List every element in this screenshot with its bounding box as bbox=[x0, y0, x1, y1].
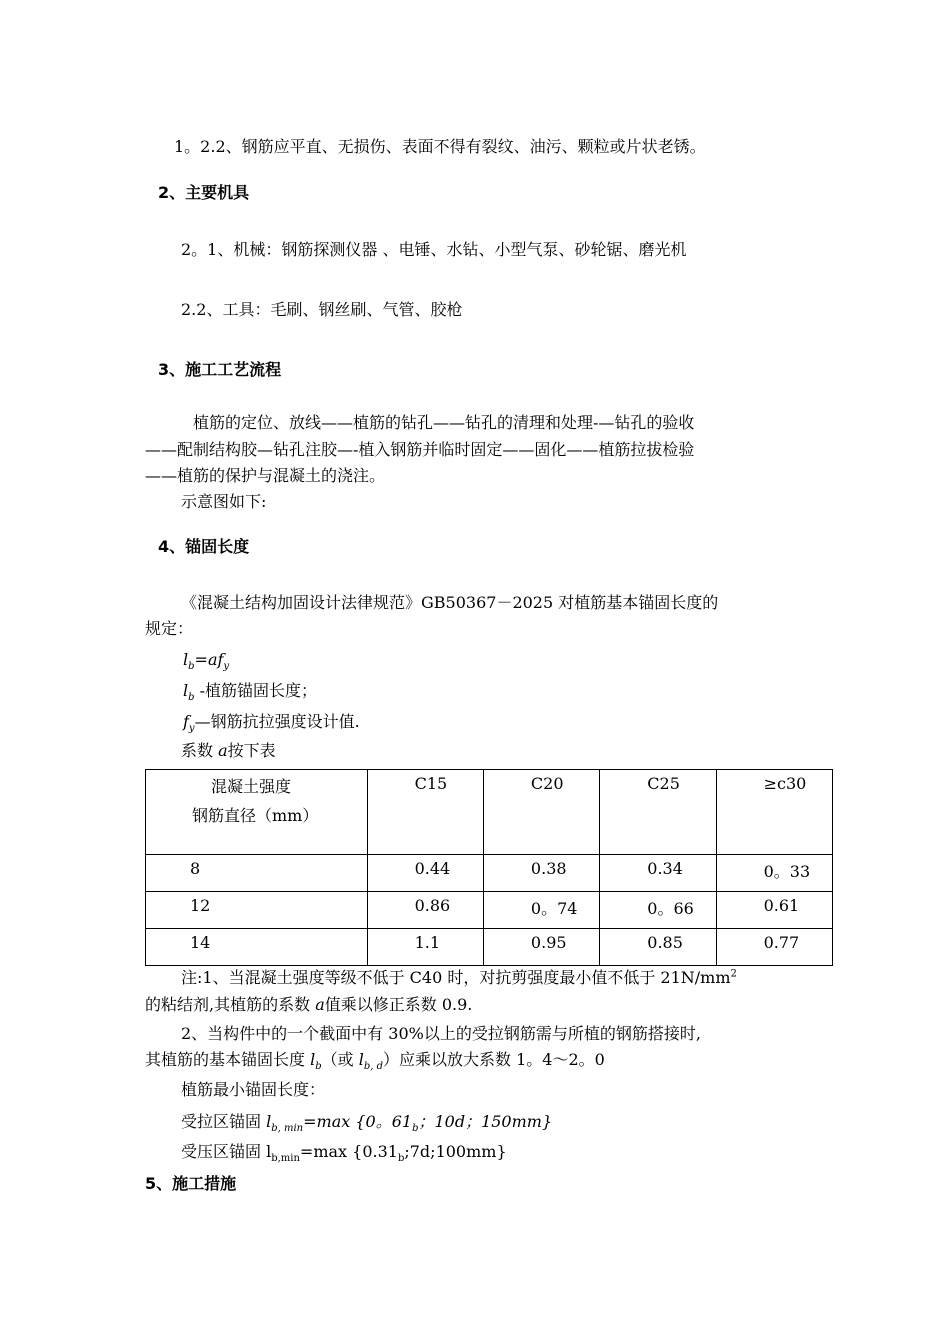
spec-reference-line-2: 规定： bbox=[145, 619, 194, 638]
note-2-line-2 bbox=[145, 1050, 605, 1073]
compression-post: ;7d;100mm} bbox=[404, 1142, 507, 1161]
process-flow-line-1: 植筋的定位、放线——植筋的钻孔——钻孔的清理和处理-—钻孔的验收 bbox=[193, 413, 695, 432]
note-1b-symbol: a bbox=[315, 995, 325, 1014]
paragraph-2-2-tools: 2.2、工具：毛刷、钢丝刷、气管、胶枪 bbox=[181, 300, 463, 319]
cell-value: 0。66 bbox=[647, 899, 694, 918]
cell-value: 0。74 bbox=[530, 899, 578, 918]
def-fy-text: —钢筋抗拉强度设计值. bbox=[194, 712, 360, 731]
table-header-row bbox=[146, 770, 833, 855]
paragraph-1-2-2: 1。2.2、钢筋应平直、无损伤、表面不得有裂纹、油污、颗粒或片状老锈。 bbox=[174, 137, 706, 156]
row-diameter bbox=[146, 855, 368, 892]
def-f: f bbox=[183, 712, 189, 731]
note-1-sup: 2 bbox=[730, 968, 737, 980]
heading-anchorage-length: 4、锚固长度 bbox=[158, 537, 250, 556]
tension-mid: =max {0。61 bbox=[303, 1112, 413, 1131]
diagram-caption: 示意图如下: bbox=[181, 492, 267, 511]
definition-fy bbox=[183, 712, 360, 735]
table-cell bbox=[483, 855, 599, 892]
compression-mid: =max {0.31 bbox=[299, 1142, 398, 1161]
table-cell bbox=[483, 929, 599, 966]
paragraph-2-1-machinery: 2。1、机械：钢筋探测仪器 、电锤、水钻、小型气泵、砂轮锯、磨光机 bbox=[181, 240, 687, 259]
table-col-header bbox=[483, 770, 599, 855]
compression-sub: b,min bbox=[271, 1153, 300, 1165]
cell-value: 0.34 bbox=[647, 859, 683, 878]
cell-value: 0。33 bbox=[763, 862, 811, 881]
formula-f-sub: y bbox=[223, 661, 230, 673]
formula-mid: =af bbox=[194, 650, 224, 669]
table-cell bbox=[600, 855, 716, 892]
process-flow-line-3: ——植筋的保护与混凝土的浇注。 bbox=[145, 466, 386, 485]
note-1b-post: 值乘以修正系数 0.9. bbox=[324, 995, 473, 1014]
col-header-c15: C15 bbox=[414, 774, 448, 793]
formula-l-sub: b bbox=[188, 661, 195, 673]
def-l-sub: b bbox=[188, 692, 195, 704]
col-header-c30: ≥c30 bbox=[763, 774, 807, 793]
cell-value: 0.61 bbox=[763, 896, 800, 915]
definition-lb bbox=[183, 681, 318, 704]
cell-value: 0.44 bbox=[414, 859, 451, 878]
table-cell bbox=[483, 892, 599, 929]
col-header-c25: C25 bbox=[647, 774, 680, 793]
note-2b-mid: （或 bbox=[321, 1050, 359, 1069]
table-cell bbox=[367, 855, 483, 892]
note-2b-l2sub: b, d bbox=[363, 1061, 384, 1073]
coef-symbol: a bbox=[218, 741, 228, 760]
header-concrete-strength: 混凝土强度 bbox=[211, 777, 292, 796]
cell-value: 1.1 bbox=[414, 933, 441, 952]
cell-value: 0.85 bbox=[647, 933, 683, 952]
def-lb-text: -植筋锚固长度； bbox=[194, 681, 318, 700]
table-cell bbox=[600, 892, 716, 929]
note-2b-l2: l bbox=[358, 1050, 364, 1069]
note-2-line-1: 2、当构件中的一个截面中有 30%以上的受拉钢筋需与所植的钢筋搭接时, bbox=[181, 1024, 701, 1043]
table-cell bbox=[367, 892, 483, 929]
compression-pre: 受压区锚固 l bbox=[181, 1142, 272, 1161]
tension-l: l bbox=[266, 1112, 272, 1131]
col-header-c20: C20 bbox=[530, 774, 564, 793]
table-cell bbox=[600, 929, 716, 966]
note-1-text: 注:1、当混凝土强度等级不低于 C40 时，对抗剪强度最小值不低于 21N/mm bbox=[181, 968, 731, 987]
cell-value: 0.95 bbox=[530, 933, 567, 952]
formula-anchorage bbox=[183, 650, 230, 673]
table-cell bbox=[367, 929, 483, 966]
heading-construction-measures: 5、施工措施 bbox=[145, 1174, 237, 1193]
table-cell bbox=[716, 929, 832, 966]
note-1b-pre: 的粘结剂,其植筋的系数 bbox=[145, 995, 316, 1014]
table-row bbox=[146, 855, 833, 892]
table-row bbox=[146, 892, 833, 929]
cell-value: 0.86 bbox=[414, 896, 451, 915]
def-f-sub: y bbox=[188, 723, 195, 735]
heading-process-flow: 3、施工工艺流程 bbox=[158, 360, 282, 379]
heading-main-tools: 2、主要机具 bbox=[158, 183, 250, 202]
table-cell bbox=[716, 855, 832, 892]
note-2b-post: ）应乘以放大系数 1。4～2。0 bbox=[383, 1050, 605, 1069]
tension-sub: b, min bbox=[271, 1123, 304, 1135]
def-l: l bbox=[183, 681, 189, 700]
table-header-corner bbox=[146, 770, 368, 855]
note-2b-pre: 其植筋的基本锚固长度 bbox=[145, 1050, 311, 1069]
row-diameter bbox=[146, 892, 368, 929]
cell-value: 0.38 bbox=[530, 859, 567, 878]
note-2b-lsub: b bbox=[315, 1061, 322, 1073]
coef-text: 系数 bbox=[181, 741, 219, 760]
diameter-value: 12 bbox=[190, 896, 211, 915]
table-cell bbox=[716, 892, 832, 929]
compression-sub2: b bbox=[397, 1153, 405, 1165]
process-flow-line-2: ——配制结构胶—钻孔注胶—-植入钢筋并临时固定——固化——植筋拉拔检验 bbox=[145, 440, 695, 459]
diameter-value: 14 bbox=[190, 933, 211, 952]
tension-post: ；10d；150mm} bbox=[418, 1112, 553, 1131]
coef-rest: 按下表 bbox=[227, 741, 276, 760]
tension-pre: 受拉区锚固 bbox=[181, 1112, 267, 1131]
spec-reference-line-1: 《混凝土结构加固设计法律规范》GB50367－2025 对植筋基本锚固长度的 bbox=[181, 593, 719, 612]
table-col-header bbox=[716, 770, 832, 855]
table-col-header bbox=[600, 770, 716, 855]
header-bar-diameter: 钢筋直径（mm） bbox=[192, 806, 319, 825]
cell-value: 0.77 bbox=[763, 933, 800, 952]
compression-zone-anchorage bbox=[181, 1142, 507, 1165]
note-2b-l: l bbox=[310, 1050, 316, 1069]
row-diameter bbox=[146, 929, 368, 966]
formula-l: l bbox=[183, 650, 189, 669]
note-1-line-2 bbox=[145, 995, 472, 1015]
coefficient-intro bbox=[181, 741, 276, 761]
min-anchorage-heading: 植筋最小锚固长度： bbox=[181, 1080, 326, 1099]
coefficient-table bbox=[145, 769, 833, 966]
note-1-line-1 bbox=[181, 968, 737, 988]
table-row bbox=[146, 929, 833, 966]
diameter-value: 8 bbox=[190, 859, 201, 878]
table-col-header bbox=[367, 770, 483, 855]
tension-sub2: b bbox=[412, 1123, 419, 1135]
tension-zone-anchorage bbox=[181, 1112, 553, 1135]
